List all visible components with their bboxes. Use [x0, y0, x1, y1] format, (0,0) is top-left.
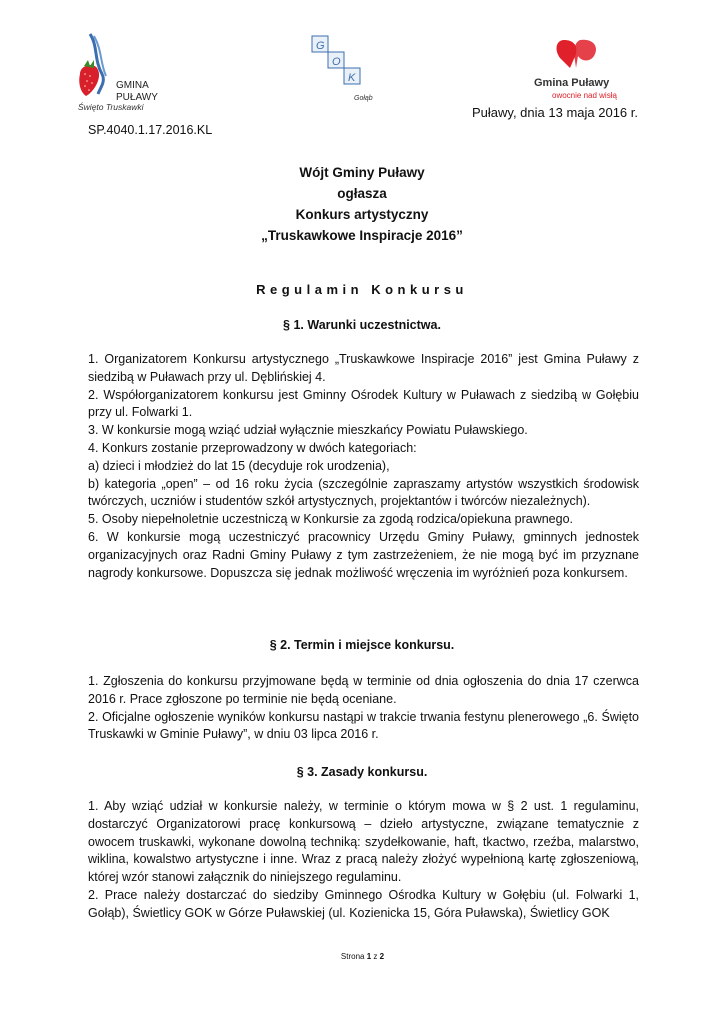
heart-icon [557, 40, 577, 68]
section-3-heading: § 3. Zasady konkursu. [296, 765, 428, 779]
paragraph: a) dzieci i młodzież do lat 15 (decyduje rok urodzenia), [88, 458, 390, 473]
paragraph: 1. Aby wziąć udział w konkursie należy, w terminie o którym mowa w § 2 ust. 1 regulaminu, dostarczyć Organizatorowi pracę konkursową – dzieło artystyczne, związane tematycznie z owocem truskawki, wykonane dowolną techniką: szydełkowanie, haft, tkactwo, rzeźba, malarstwo, wiklina, kowalstwo artystyczne i inne. Wraz z pracą należy złożyć wypełnioną kartę zgłoszeniową, której wzór stanowi załącznik do niniejszego regulaminu. [88, 799, 639, 885]
gok-letter-g: G [316, 40, 325, 52]
regulations-title: Regulamin Konkursu [256, 282, 468, 297]
paragraph: 5. Osoby niepełnoletnie uczestniczą w Konkursie za zgodą rodzica/opiekuna prawnego. [88, 512, 574, 527]
section-2-heading: § 2. Termin i miejsce konkursu. [269, 638, 455, 652]
heading-line-2: ogłasza [337, 186, 387, 201]
gok-caption: Gołąb [354, 95, 373, 102]
page-footer [0, 952, 725, 961]
gok-letter-o: O [332, 56, 341, 68]
gok-logo [300, 34, 380, 108]
swieto-truskawki-logo [76, 30, 172, 112]
strawberry-icon [79, 65, 99, 96]
paragraph: 1. Organizatorem Konkursu artystycznego „Truskawkowe Inspiracje 2016” jest Gmina Puławy z siedzibą w Puławach przy ul. Dęblińskiej 4. [88, 352, 639, 384]
heading-line-3: Konkurs artystyczny [295, 207, 429, 222]
gmina-pulawy-logo [530, 36, 650, 106]
paragraph: 6. W konkursie mogą uczestniczyć pracownicy Urzędu Gminy Puławy, gminnych jednostek organizacyjnych oraz Radni Gminy Puławy z tym zastrzeżeniem, że nie mogą być im przyznane nagrody konkursowe. Dopuszcza się jednak możliwość wręczenia im wyróżnień poza konkursem. [88, 529, 639, 580]
footer-current-page: 1 [366, 952, 372, 961]
announcement-heading [88, 162, 636, 246]
heading-line-1: Wójt Gminy Puławy [299, 165, 425, 180]
paragraph: b) kategoria „open” – od 16 roku życia (szczególnie zapraszamy artystów wszystkich środowisk twórczych, uczniów i studentów szkół artystycznych, projektantów i twórców niezależnych). [88, 476, 639, 509]
heading-line-4: „Truskawkowe Inspiracje 2016” [261, 228, 463, 243]
footer-separator: z [373, 952, 378, 961]
footer-total-pages: 2 [379, 952, 385, 961]
footer-prefix: Strona [340, 952, 365, 961]
section-1-body [88, 351, 639, 582]
document-date: Puławy, dnia 13 maja 2016 r. [472, 105, 638, 120]
paragraph: 2. Prace należy dostarczać do siedziby Gminnego Ośrodka Kultury w Gołębiu (ul. Folwarki 1, Gołąb), Świetlicy GOK w Górze Puławskiej (ul. Kozienicka 15, Góra Puławska), Świetlicy GOK [88, 887, 639, 920]
section-1-heading: § 1. Warunki uczestnictwa. [283, 318, 441, 332]
section-2-body [88, 673, 639, 744]
logo-right-tagline: owocnie nad wisłą [552, 91, 617, 100]
section-3-body [88, 798, 639, 923]
paragraph: 2. Oficjalne ogłoszenie wyników konkursu nastąpi w trakcie trwania festynu plenerowego „6. Święto Truskawki w Gminie Puławy”, w dniu 03 lipca 2016 r. [88, 709, 639, 742]
logo-left-line2: PUŁAWY [116, 92, 158, 103]
paragraph: 1. Zgłoszenia do konkursu przyjmowane będą w terminie od dnia ogłoszenia do dnia 17 czerwca 2016 r. Prace zgłoszone po terminie nie będą oceniane. [88, 674, 639, 706]
paragraph: 3. W konkursie mogą wziąć udział wyłącznie mieszkańcy Powiatu Puławskiego. [88, 423, 528, 438]
logo-right-title: Gmina Puławy [534, 77, 610, 89]
gok-letter-k: K [348, 72, 356, 84]
paragraph: 4. Konkurs zostanie przeprowadzony w dwóch kategoriach: [88, 440, 417, 455]
reference-number: SP.4040.1.17.2016.KL [88, 123, 213, 137]
logo-left-line3: Święto Truskawki [78, 102, 144, 112]
logo-left-line1: GMINA [116, 80, 149, 91]
paragraph: 2. Współorganizatorem konkursu jest Gminny Ośrodek Kultury w Puławach z siedzibą w Gołębiu przy ul. Folwarki 1. [88, 387, 639, 420]
